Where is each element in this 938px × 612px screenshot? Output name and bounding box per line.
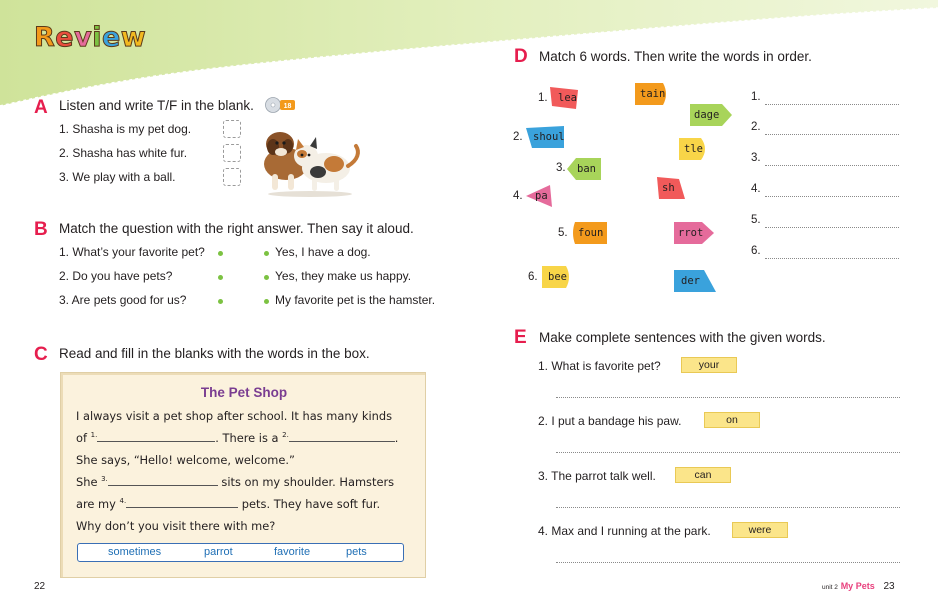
word-box xyxy=(77,543,404,562)
track-number: 18 xyxy=(283,103,292,110)
syllable-tag-rrot[interactable] xyxy=(674,222,714,244)
title-letter: i xyxy=(92,22,102,53)
d-answer-number-4: 4. xyxy=(751,183,761,195)
d-number-5: 5. xyxy=(558,227,568,239)
match-dot-left-3[interactable] xyxy=(218,299,223,304)
match-dot-left-2[interactable] xyxy=(218,275,223,280)
syllable-text: tle xyxy=(684,143,703,155)
audio-cd-icon[interactable] xyxy=(265,97,297,113)
syllable-text: sh xyxy=(662,182,675,194)
match-dot-left-1[interactable] xyxy=(218,251,223,256)
syllable-tag-pa[interactable] xyxy=(526,185,552,207)
word-option: parrot xyxy=(204,546,233,558)
e-answer-line-3[interactable] xyxy=(556,507,900,508)
word-option: favorite xyxy=(274,546,311,558)
blank-number: 1. xyxy=(90,431,98,440)
title-letter: v xyxy=(74,22,93,53)
match-dot-right-1[interactable] xyxy=(264,251,269,256)
e-sentence-2: 2. I put a bandage his paw. xyxy=(538,414,682,428)
story-text: . There is a xyxy=(215,431,283,445)
d-answer-line-3[interactable] xyxy=(765,165,899,166)
puppy-kitten-illustration xyxy=(258,124,362,198)
a-item-1: 1. Shasha is my pet dog. xyxy=(59,122,192,136)
title-letter: w xyxy=(120,22,147,53)
d-answer-line-4[interactable] xyxy=(765,196,899,197)
story-text: sits on my shoulder. Hamsters xyxy=(217,475,395,489)
d-answer-number-6: 6. xyxy=(751,245,761,257)
unit-label: unit 2 xyxy=(822,584,838,591)
d-answer-number-1: 1. xyxy=(751,91,761,103)
section-c-heading: Read and fill in the blanks with the words in the box. xyxy=(59,346,370,361)
d-answer-line-6[interactable] xyxy=(765,258,899,259)
syllable-tag-lea[interactable] xyxy=(550,87,578,109)
syllable-text: rrot xyxy=(678,227,704,239)
d-answer-line-2[interactable] xyxy=(765,134,899,135)
d-number-1: 1. xyxy=(538,92,548,104)
story-box xyxy=(60,372,426,578)
blank-number: 2. xyxy=(282,431,289,440)
blank-number: 3. xyxy=(101,475,108,484)
syllable-tag-tle[interactable] xyxy=(679,138,709,160)
section-b-letter: B xyxy=(34,219,48,240)
syllable-tag-der[interactable] xyxy=(674,270,716,292)
right-page-number: 23 xyxy=(883,581,895,592)
story-title: The Pet Shop xyxy=(200,385,288,400)
syllable-text: dage xyxy=(694,109,720,121)
syllable-tag-foun[interactable] xyxy=(571,222,607,244)
e-word-3: can xyxy=(675,467,731,483)
b-answer-1: Yes, I have a dog. xyxy=(275,245,371,259)
blank-3[interactable] xyxy=(108,485,218,486)
title-letter: e xyxy=(101,22,121,53)
section-d-letter: D xyxy=(514,46,528,67)
unit-title: My Pets xyxy=(840,581,875,591)
section-e-letter: E xyxy=(514,327,527,348)
story-line-1: I always visit a pet shop after school. It has many kinds xyxy=(76,409,393,423)
section-a-heading: Listen and write T/F in the blank. xyxy=(59,98,254,113)
story-line-6: Why don’t you visit there with me? xyxy=(76,519,276,533)
blank-4[interactable] xyxy=(126,507,238,508)
blank-number: 4. xyxy=(119,497,127,506)
a-item-3: 3. We play with a ball. xyxy=(59,170,176,184)
e-answer-line-4[interactable] xyxy=(556,562,900,563)
story-text: pets. They have soft fur. xyxy=(238,497,381,511)
section-d-heading: Match 6 words. Then write the words in order. xyxy=(539,49,812,64)
section-a-letter: A xyxy=(34,97,48,118)
e-word-2: on xyxy=(704,412,760,428)
a-item-2: 2. Shasha has white fur. xyxy=(59,146,188,160)
syllable-text: lea xyxy=(558,92,577,104)
story-text: of xyxy=(76,431,91,445)
e-sentence-4: 4. Max and I running at the park. xyxy=(538,524,711,538)
word-option: pets xyxy=(346,546,367,558)
syllable-tag-bee[interactable] xyxy=(542,266,572,288)
syllable-text: shoul xyxy=(533,131,565,143)
d-number-4: 4. xyxy=(513,190,523,202)
e-word-1: your xyxy=(681,357,737,373)
b-answer-3: My favorite pet is the hamster. xyxy=(275,293,436,307)
left-page-number: 22 xyxy=(34,581,46,592)
answer-box-2[interactable] xyxy=(223,144,241,162)
e-answer-line-2[interactable] xyxy=(556,452,900,453)
b-answer-2: Yes, they make us happy. xyxy=(275,269,412,283)
syllable-text: pa xyxy=(535,190,548,202)
d-number-2: 2. xyxy=(513,131,523,143)
syllable-tag-dage[interactable] xyxy=(690,104,732,126)
e-sentence-3: 3. The parrot talk well. xyxy=(538,469,656,483)
d-answer-number-2: 2. xyxy=(751,121,761,133)
answer-box-3[interactable] xyxy=(223,168,241,186)
syllable-text: tain xyxy=(640,88,666,100)
syllable-tag-tain[interactable] xyxy=(635,83,669,105)
e-sentence-1: 1. What is favorite pet? xyxy=(538,359,661,373)
syllable-tag-shoul[interactable] xyxy=(526,126,564,148)
page-title xyxy=(34,22,146,53)
blank-2[interactable] xyxy=(289,441,395,442)
b-question-1: 1. What’s your favorite pet? xyxy=(59,245,205,259)
story-text: are my xyxy=(76,497,120,511)
story-line-4 xyxy=(76,475,394,489)
e-answer-line-1[interactable] xyxy=(556,397,900,398)
story-text: . xyxy=(394,431,399,445)
section-e-heading: Make complete sentences with the given words. xyxy=(539,330,826,345)
d-number-6: 6. xyxy=(528,271,538,283)
match-dot-right-2[interactable] xyxy=(264,275,269,280)
syllable-text: ban xyxy=(577,163,596,175)
story-line-5 xyxy=(76,497,380,511)
syllable-text: der xyxy=(681,275,700,287)
right-footer xyxy=(822,581,895,592)
story-text: She xyxy=(76,475,102,489)
syllable-tag-sh[interactable] xyxy=(657,177,685,199)
d-answer-line-1[interactable] xyxy=(765,104,899,105)
section-c-letter: C xyxy=(34,344,48,365)
d-answer-number-3: 3. xyxy=(751,152,761,164)
story-line-3: She says, “Hello! welcome, welcome.” xyxy=(76,453,295,467)
title-letter: e xyxy=(55,22,75,53)
story-line-2 xyxy=(76,431,398,445)
syllable-text: bee xyxy=(548,271,567,283)
d-answer-number-5: 5. xyxy=(751,214,761,226)
d-answer-line-5[interactable] xyxy=(765,227,899,228)
syllable-text: foun xyxy=(578,227,604,239)
e-word-4: were xyxy=(732,522,788,538)
word-option: sometimes xyxy=(108,546,162,558)
b-question-2: 2. Do you have pets? xyxy=(59,269,173,283)
match-dot-right-3[interactable] xyxy=(264,299,269,304)
title-letter: R xyxy=(34,22,56,53)
answer-box-1[interactable] xyxy=(223,120,241,138)
blank-1[interactable] xyxy=(97,441,215,442)
section-b-heading: Match the question with the right answer. Then say it aloud. xyxy=(59,221,414,236)
syllable-tag-ban[interactable] xyxy=(567,158,601,180)
d-number-3: 3. xyxy=(556,162,566,174)
b-question-3: 3. Are pets good for us? xyxy=(59,293,187,307)
